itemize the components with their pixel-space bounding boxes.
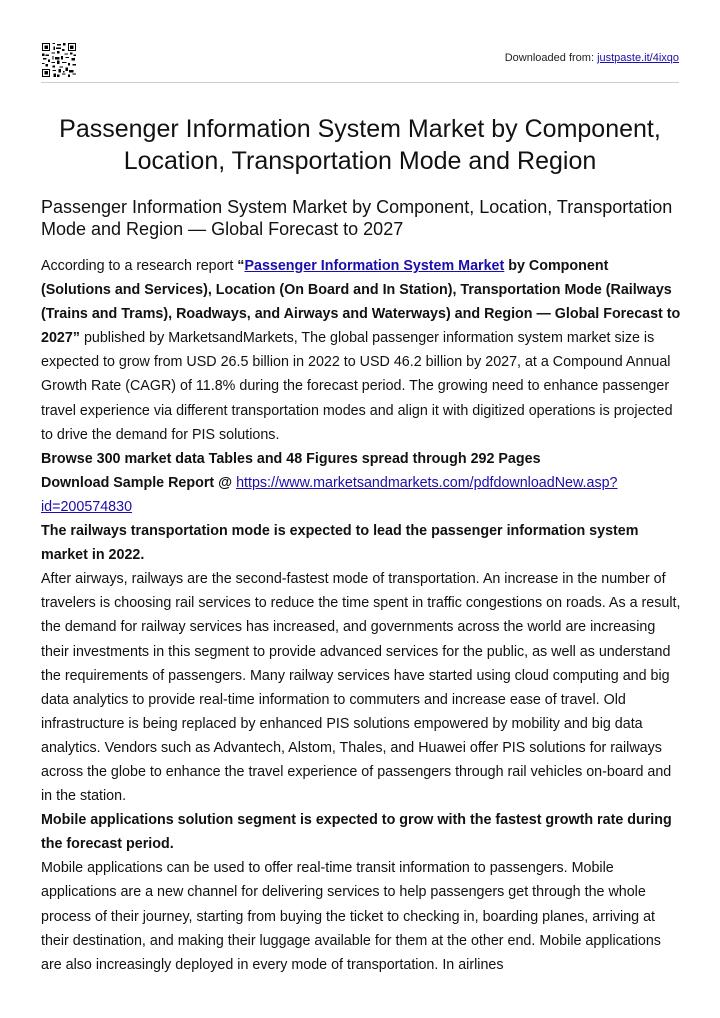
download-source-label: Downloaded from: [504, 52, 598, 64]
download-source-link[interactable]: justpaste.it/4ixqo [597, 52, 679, 64]
section1-heading [41, 519, 682, 567]
page-title: Passenger Information System Market by Component, Location, Transportation Mode and Region [59, 115, 661, 175]
download-source [505, 52, 679, 64]
intro-paragraph [41, 254, 682, 447]
intro-lead: According to a research report [41, 258, 238, 274]
section1-body: After airways, railways are the second-fastest mode of transportation. An increase in the number of travelers is choosing rail services to reduce the time spent in traffic congestions on roads. As a result, the demand for railway services has increased, and governments across the world are increasing their investments in this segment to provide advanced services for the public, as well as understand the requirements of passengers. Many railway services have started using cloud computing and big data analytics to provide real-time information to commuters and increase ease of travel. Old infrastructure is being replaced by enhanced PIS solutions empowered by mobility and big data analytics. Vendors such as Advantech, Alstom, Thales, and Huawei offer PIS solutions for railways across the globe to enhance the travel experience of passengers through rail vehicles on-board and in the station. [41, 571, 681, 805]
section2-body: Mobile applications can be used to offer real-time transit information to passengers. Mobile applications are a new channel for delivering services to help passengers get through the whole process of their journey, starting from buying the ticket to checking in, boarding planes, arriving at their destination, and making their luggage available for them at the other end. Mobile applications are also increasingly deployed in every mode of transportation. In airlines [41, 860, 661, 973]
download-sample-label: Download Sample Report @ [41, 474, 237, 491]
browse-line-text: Browse 300 market data Tables and 48 Figures spread through 292 Pages [41, 450, 541, 467]
quote-open: “ [237, 258, 245, 274]
section2-heading-text: Mobile applications solution segment is expected to grow with the fastest growth rate during the forecast period. [41, 812, 672, 853]
report-link[interactable]: Passenger Information System Market [244, 258, 505, 274]
page-subtitle: Passenger Information System Market by Component, Location, Transportation Mode and Region — Global Forecast to 2027 [41, 197, 673, 239]
intro-body: published by MarketsandMarkets, The global passenger information system market size is expected to grow from USD 26.5 billion in 2022 to USD 46.2 billion by 2027, at a Compound Annual Growth Rate (CAGR) of 11.8% during the forecast period. The growing need to enhance passenger travel experience via different transportation modes and align it with digitized operations is projected to drive the demand for PIS solutions. [41, 330, 673, 443]
qr-code-icon [42, 43, 76, 77]
download-sample-link[interactable]: https://www.marketsandmarkets.com/pdfdownloadNew.asp?id=200574830 [41, 474, 618, 515]
browse-line [41, 447, 682, 471]
download-sample-line [41, 471, 682, 519]
section1-heading-text: The railways transportation mode is expected to lead the passenger information system market in 2022. [41, 523, 639, 564]
header-divider [41, 82, 679, 83]
article-body [41, 254, 682, 977]
report-title-rest: by Component (Solutions and Services), Location (On Board and In Station), Transportation Mode (Railways (Trains and Trams), Roadways, and Airways and Waterways) and Region — Global Forecast to 2027” [41, 258, 681, 347]
section2-heading [41, 808, 682, 856]
